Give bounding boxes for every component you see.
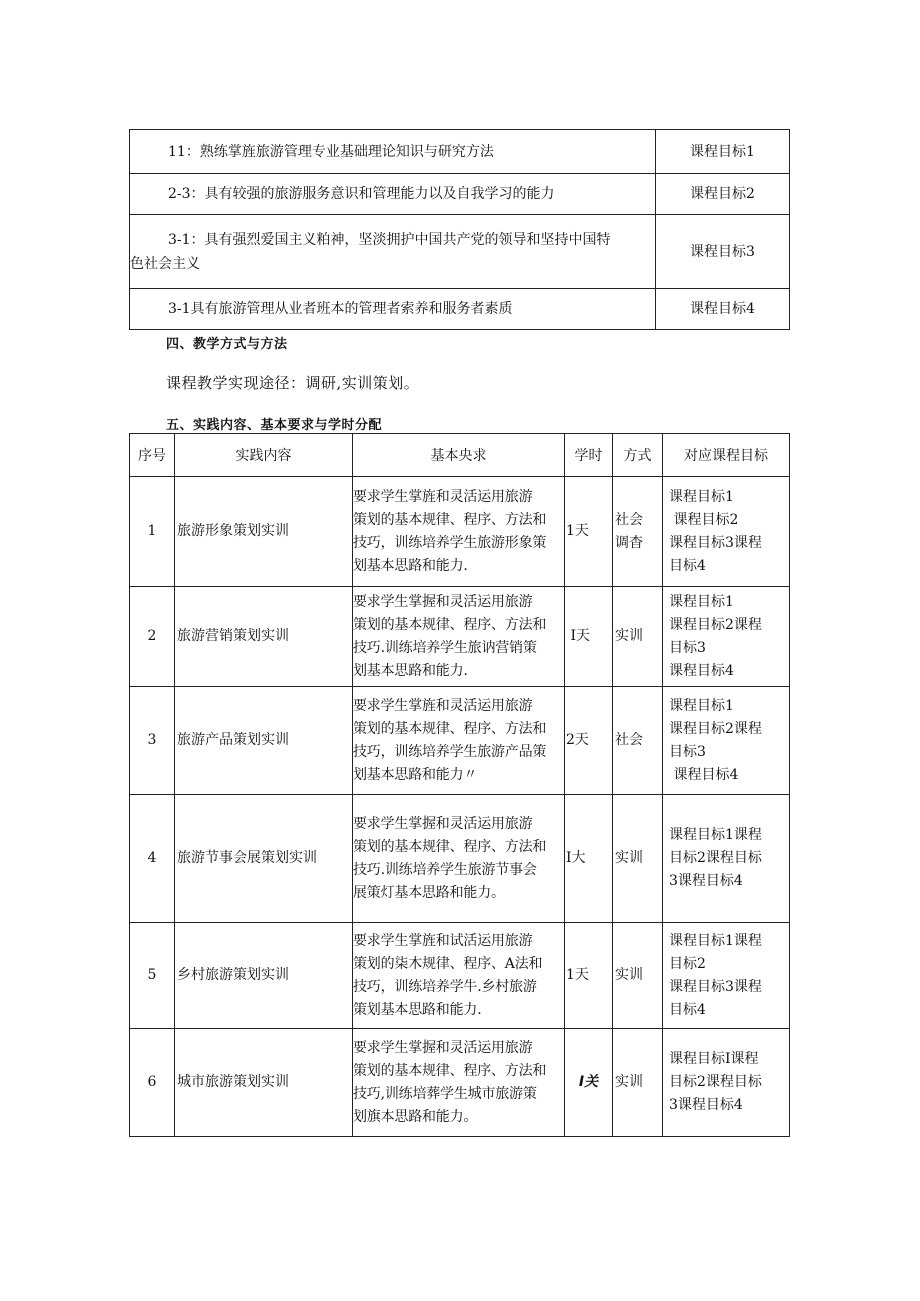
table-row [130, 687, 790, 795]
goal-line: 课程目标1课程 [669, 932, 762, 949]
requirement-line: 划基本思路和能力. [353, 662, 468, 679]
row-goals [663, 477, 790, 587]
goal-line: 课程目标4 [669, 766, 739, 783]
objective-goal: 课程目标1 [656, 130, 790, 174]
goal-line: 课程目标3课程 [669, 534, 762, 551]
row-hours: I关 [565, 1029, 613, 1137]
row-goals [663, 687, 790, 795]
section4-body: 课程教学实现途径：调研,实训策划。 [166, 374, 420, 392]
requirement-line: 策划的基本规律、程序、方法和 [353, 838, 547, 855]
row-requirement [353, 587, 565, 687]
goal-line: 课程目标1 [669, 697, 734, 714]
header-hours: 学时 [565, 434, 613, 477]
table-row [130, 795, 790, 923]
row-hours: 1天 [565, 477, 613, 587]
requirement-line: 划基本思路和能力〃 [353, 766, 478, 783]
row-content: 乡村旅游策划实训 [175, 923, 353, 1029]
row-goals [663, 923, 790, 1029]
row-hours: 2天 [565, 687, 613, 795]
row-requirement [353, 923, 565, 1029]
goal-line: 课程目标4 [669, 662, 734, 679]
row-requirement [353, 795, 565, 923]
requirement-line: 策划的基本规律、程序、方法和 [353, 1062, 547, 1079]
objectives-table [129, 129, 790, 330]
mode-line: 调杳 [615, 534, 643, 551]
row-mode [613, 687, 663, 795]
row-mode [613, 477, 663, 587]
row-goals [663, 795, 790, 923]
row-mode [613, 923, 663, 1029]
row-content: 旅游形象策划实训 [175, 477, 353, 587]
requirement-line: 划基本思路和能力. [353, 557, 468, 574]
row-mode [613, 587, 663, 687]
requirement-line: 技巧.训练培养学生旅讷营销策 [353, 639, 537, 656]
table-row [130, 215, 790, 289]
goal-line: 目标2 [669, 955, 706, 972]
goal-line: 3课程目标4 [669, 873, 743, 889]
requirement-line: 展策灯基本思路和能力。 [353, 884, 505, 901]
section5-title: 五、实践内容、基本要求与学时分配 [166, 418, 383, 433]
header-content: 实践内容 [175, 434, 353, 477]
goal-line: 目标2课程目标 [669, 1074, 762, 1090]
requirement-line: 技巧，训练培养学生旅游产品策 [353, 743, 547, 760]
table-row [130, 477, 790, 587]
goal-line: 目标3 [669, 639, 706, 656]
requirement-line: 策划基本思路和能力. [353, 1001, 482, 1018]
row-goals [663, 1029, 790, 1137]
header-goals: 对应课程目标 [663, 434, 790, 477]
row-hours: 1天 [565, 923, 613, 1029]
goal-line: 课程目标I课程 [669, 1051, 759, 1067]
row-no: 1 [130, 477, 175, 587]
objective-goal: 课程目标3 [656, 215, 790, 289]
row-content: 旅游营销策划实训 [175, 587, 353, 687]
goal-line: 课程目标1课程 [669, 827, 762, 843]
table-header-row [130, 434, 790, 477]
goal-line: 课程目标2课程 [669, 616, 762, 633]
objective-text: 3-1具有旅游管理从业者班本的管理者索养和服务者素质 [130, 289, 656, 330]
requirement-line: 技巧，训练培养学牛.乡村旅游 [353, 978, 537, 995]
row-no: 4 [130, 795, 175, 923]
table-row [130, 174, 790, 215]
requirement-line: 要求学生掌旌和灵活运用旅游 [353, 488, 533, 505]
objective-text-line: 色社会主义 [130, 255, 200, 272]
objective-text [130, 215, 656, 289]
requirement-line: 要求学生掌旌和灵活运用旅游 [353, 697, 533, 714]
row-content: 城市旅游策划实训 [175, 1029, 353, 1137]
row-goals [663, 587, 790, 687]
mode-line: 实训 [615, 850, 643, 866]
objective-goal: 课程目标4 [656, 289, 790, 330]
objective-text: 2-3：具有较强的旅游服务意识和管理能力以及自我学习的能力 [130, 174, 656, 215]
header-no: 序号 [130, 434, 175, 477]
row-mode [613, 1029, 663, 1137]
practice-table [129, 433, 790, 1137]
goal-line: 课程目标2课程 [669, 720, 762, 737]
objective-text-line: 3-1：具有强烈爱国主义粕神，坚淡拥护中国共产党的领导和坚持中国特 [168, 231, 611, 248]
row-content: 旅游节事会展策划实训 [175, 795, 353, 923]
mode-line: 实训 [615, 628, 643, 644]
section4-title: 四、教学方式与方法 [166, 337, 288, 352]
row-mode [613, 795, 663, 923]
goal-line: 3课程目标4 [669, 1097, 743, 1113]
requirement-line: 策划的基本规律、程序、方法和 [353, 616, 547, 633]
table-row [130, 130, 790, 174]
requirement-line: 策划的柒木规律、程序、A法和 [353, 955, 543, 972]
objective-text: 11：熟练掌旌旅游管理专业基础理论知识与研究方法 [130, 130, 656, 174]
row-no: 6 [130, 1029, 175, 1137]
requirement-line: 技巧,训练培葬学生城市旅游策 [353, 1085, 537, 1102]
requirement-line: 策划的基本规律、程序、方法和 [353, 511, 547, 528]
row-hours: I天 [565, 587, 613, 687]
goal-line: 课程目标3课程 [669, 978, 762, 995]
row-requirement [353, 477, 565, 587]
mode-line: 实训 [615, 1074, 643, 1090]
goal-line: 目标2课程目标 [669, 850, 762, 866]
requirement-line: 要求学生掌旌和试活运用旅游 [353, 932, 533, 949]
row-no: 5 [130, 923, 175, 1029]
requirement-line: 技巧，训练培养学生旅游形象策 [353, 534, 547, 551]
header-mode: 方式 [613, 434, 663, 477]
mode-line: 社会 [615, 732, 643, 748]
row-no: 2 [130, 587, 175, 687]
goal-line: 目标3 [669, 743, 706, 760]
requirement-line: 划旗本思路和能力。 [353, 1108, 478, 1125]
requirement-line: 要求学生掌握和灵活运用旅游 [353, 593, 533, 610]
goal-line: 课程目标1 [669, 593, 734, 610]
row-requirement [353, 687, 565, 795]
goal-line: 目标4 [669, 557, 706, 574]
row-hours: I大 [565, 795, 613, 923]
requirement-line: 技巧.训练培养学生旅游节事会 [353, 861, 537, 878]
requirement-line: 要求学生掌握和灵活运用旅游 [353, 815, 533, 832]
table-row [130, 289, 790, 330]
goal-line: 目标4 [669, 1001, 706, 1018]
mode-line: 社会 [615, 511, 643, 528]
header-requirement: 基本央求 [353, 434, 565, 477]
requirement-line: 要求学生掌握和灵活运用旅游 [353, 1039, 533, 1056]
table-row [130, 1029, 790, 1137]
row-requirement [353, 1029, 565, 1137]
row-no: 3 [130, 687, 175, 795]
table-row [130, 587, 790, 687]
row-content: 旅游产品策划实训 [175, 687, 353, 795]
objective-goal: 课程目标2 [656, 174, 790, 215]
requirement-line: 策划的基本规律、程序、方法和 [353, 720, 547, 737]
goal-line: 课程目标1 [669, 488, 734, 505]
mode-line: 实训 [615, 967, 643, 983]
table-row [130, 923, 790, 1029]
goal-line: 课程目标2 [669, 511, 739, 528]
